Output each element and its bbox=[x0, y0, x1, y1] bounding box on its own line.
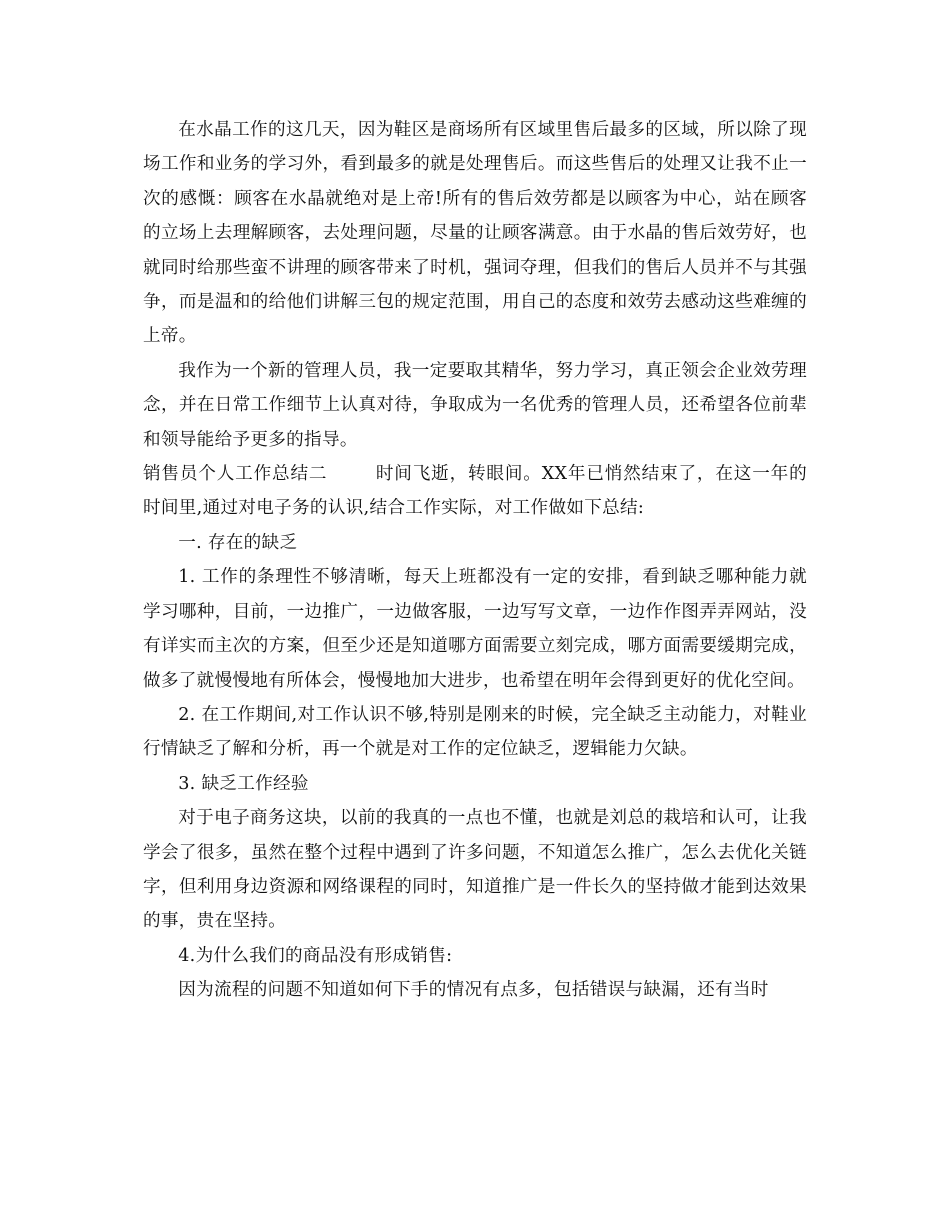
paragraph-work-experience: 在水晶工作的这几天，因为鞋区是商场所有区域里售后最多的区域，所以除了现场工作和业务的学习外，看到最多的就是处理售后。而这些售后的处理又让我不止一次的感慨：顾客在水晶就绝对是上帝!所有的售后效劳都是以顾客为中心，站在顾客的立场上去理解顾客，去处理问题，尽量的让顾客满意。由于水晶的售后效劳好，也就同时给那些蛮不讲理的顾客带来了时机，强词夺理，但我们的售后人员并不与其强争，而是温和的给他们讲解三包的规定范围，用自己的态度和效劳去感动这些难缠的上帝。 bbox=[143, 120, 807, 347]
item-1-organization: 1. 工作的条理性不够清晰，每天上班都没有一定的安排，看到缺乏哪种能力就学习哪种，目前，一边推广，一边做客服，一边写写文章，一边作作图弄弄网站，没有详实而主次的方案，但至少还是知道哪方面需要立刻完成，哪方面需要缓期完成，做多了就慢慢地有所体会，慢慢地加大进步，也希望在明年会得到更好的优化空间。 bbox=[143, 567, 807, 691]
section-title: 销售员个人工作总结二 bbox=[143, 464, 328, 485]
item-4-sales-heading: 4.为什么我们的商品没有形成销售: bbox=[178, 945, 453, 966]
item-2-understanding: 2. 在工作期间,对工作认识不够,特别是刚来的时候，完全缺乏主动能力，对鞋业行情缺乏了解和分析，再一个就是对工作的定位缺乏，逻辑能力欠缺。 bbox=[143, 704, 807, 760]
section-intro: 时间飞逝，转眼间。XX年已悄然结束了，在这一年的时间里,通过对电子务的认识,结合工作实际，对工作做如下总结: bbox=[143, 464, 807, 519]
item-3-experience-heading: 3. 缺乏工作经验 bbox=[178, 773, 309, 794]
document-body bbox=[143, 113, 807, 1008]
section-heading-paragraph bbox=[143, 457, 807, 526]
item-3-experience-body: 对于电子商务这块，以前的我真的一点也不懂，也就是刘总的栽培和认可，让我学会了很多，虽然在整个过程中遇到了许多问题，不知道怎么推广，怎么去优化关链字，但利用身边资源和网络课程的同时，知道推广是一件长久的坚持做才能到达效果的事，贵在坚持。 bbox=[143, 808, 807, 932]
item-shortcomings-heading: 一. 存在的缺乏 bbox=[178, 532, 298, 553]
item-4-sales-body: 因为流程的问题不知道如何下手的情况有点多，包括错误与缺漏，还有当时 bbox=[178, 980, 769, 1001]
paragraph-management-goal: 我作为一个新的管理人员，我一定要取其精华，努力学习，真正领会企业效劳理念，并在日常工作细节上认真对待，争取成为一名优秀的管理人员，还希望各位前辈和领导能给予更多的指导。 bbox=[143, 360, 807, 450]
